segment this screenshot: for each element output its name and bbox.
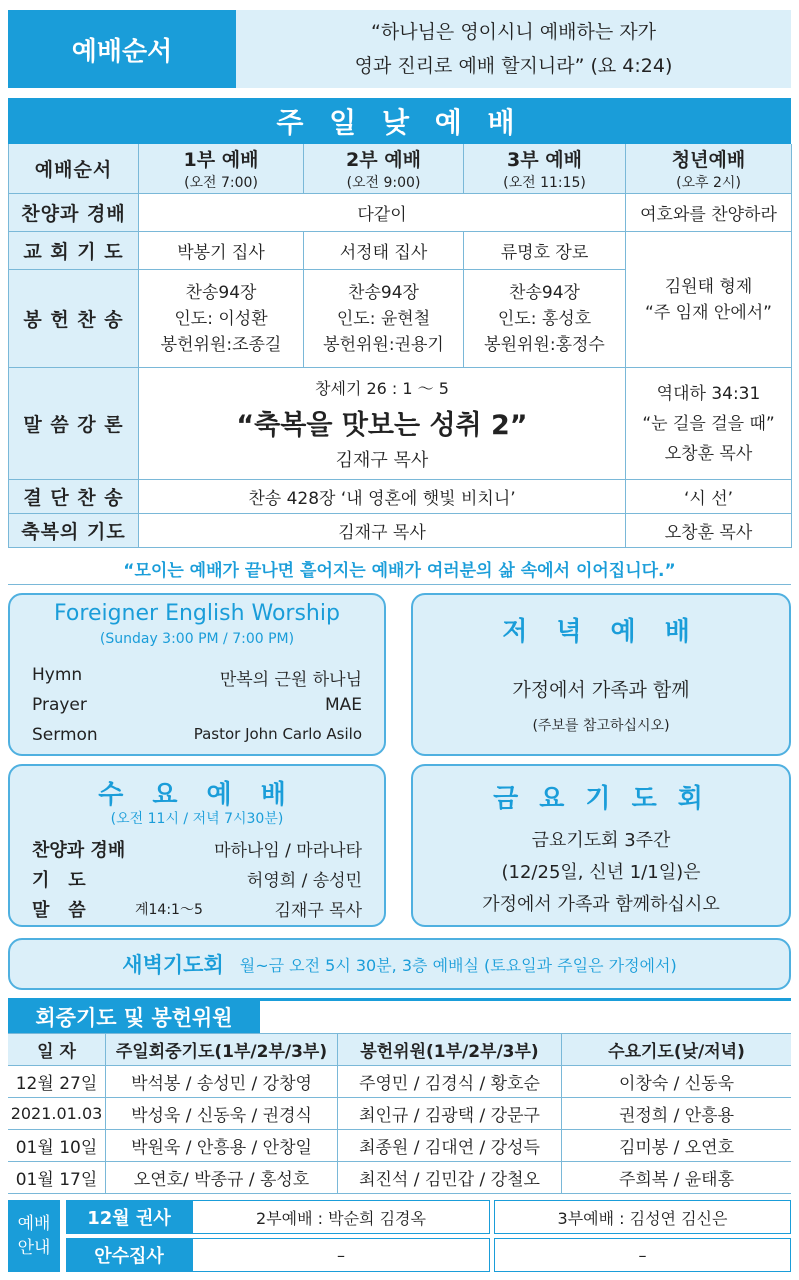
english-hymn-value: 만복의 근원 하나님 — [219, 670, 362, 690]
table-row-wednesday: 권정희 / 안흥용 — [562, 1098, 791, 1130]
english-hymn-label: Hymn — [32, 665, 83, 685]
blessing-youth: 오창훈 목사 — [626, 514, 792, 548]
table-row-wednesday: 김미봉 / 오연호 — [562, 1130, 791, 1162]
friday-line-2: (12/25일, 신년 1/1일)은 — [501, 862, 701, 883]
prayer-2: 서정태 집사 — [304, 232, 464, 270]
table-row-wednesday: 이창숙 / 신동욱 — [562, 1066, 791, 1098]
dawn-prayer-title: 새벽기도회 — [122, 953, 224, 977]
guide-row-label-1: 12월 권사 — [66, 1200, 192, 1234]
table-row-offering: 최인규 / 김광택 / 강문구 — [338, 1098, 562, 1130]
guide-row-2-service-3: – — [494, 1238, 791, 1272]
table-row-prayer: 오연호/ 박종규 / 홍성호 — [106, 1162, 338, 1194]
english-sermon-value: Pastor John Carlo Asilo — [193, 725, 362, 743]
wednesday-prayer-label: 기 도 — [32, 870, 86, 891]
sermon-reference: 창세기 26 : 1 ～ 5 — [315, 378, 449, 398]
roster-header-offering: 봉헌위원(1부/2부/3부) — [338, 1034, 562, 1066]
table-row-prayer: 박성욱 / 신동욱 / 권경식 — [106, 1098, 338, 1130]
english-worship-box — [8, 593, 386, 756]
youth-special-song: 김원태 형제 “주 임재 안에서” — [626, 232, 792, 368]
guide-row-2-service-2: – — [192, 1238, 490, 1272]
english-prayer-value: MAE — [324, 695, 362, 715]
roster-header-wednesday: 수요기도(낮/저녁) — [562, 1034, 791, 1066]
table-row-offering: 최종원 / 김대연 / 강성득 — [338, 1130, 562, 1162]
wednesday-praise-label: 찬양과 경배 — [32, 840, 126, 861]
hymn-main: 찬송 428장 ‘내 영혼에 햇빛 비치니’ — [139, 480, 626, 514]
table-row-date: 12월 27일 — [8, 1066, 106, 1098]
friday-prayer-title: 금 요 기 도 회 — [493, 784, 709, 814]
prayer-1: 박봉기 집사 — [139, 232, 304, 270]
english-worship-time: (Sunday 3:00 PM / 7:00 PM) — [99, 631, 295, 647]
guide-row-1-service-3: 3부예배 : 김성연 김신은 — [494, 1200, 791, 1234]
row-label-offering: 봉 헌 찬 송 — [9, 270, 139, 368]
friday-prayer-box — [411, 764, 791, 927]
wednesday-sermon-ref: 계14:1～5 — [135, 902, 203, 918]
dawn-prayer-bar — [8, 938, 791, 990]
table-row-date: 01월 17일 — [8, 1162, 106, 1194]
table-row-date: 2021.01.03 — [8, 1098, 106, 1130]
row-label-prayer: 교 회 기 도 — [9, 232, 139, 270]
wednesday-service-time: (오전 11시 / 저녁 7시30분) — [110, 811, 284, 827]
row-label-blessing: 축복의 기도 — [9, 514, 139, 548]
sermon-title: “축복을 맛보는 성취 2” — [236, 409, 528, 441]
table-row-date: 01월 10일 — [8, 1130, 106, 1162]
col-header-service-3: 3부 예배 (오전 11:15) — [464, 144, 626, 194]
wednesday-sermon-label: 말 씀 — [32, 900, 86, 921]
sunday-service-table — [8, 144, 792, 548]
dawn-prayer-desc: 월~금 오전 5시 30분, 3층 예배실 (토요일과 주일은 가정에서) — [239, 955, 677, 975]
offering-3: 찬송94장 인도: 홍성호 봉원위원:홍정수 — [464, 270, 626, 368]
row-label-praise: 찬양과 경배 — [9, 194, 139, 232]
english-worship-title: Foreigner English Worship — [54, 601, 340, 626]
wednesday-praise-value: 마하나임 / 마라나타 — [214, 841, 362, 861]
sermon-youth: 역대하 34:31 “눈 길을 걸을 때” 오창훈 목사 — [626, 368, 792, 480]
wednesday-service-box — [8, 764, 386, 927]
prayer-3: 류명호 장로 — [464, 232, 626, 270]
roster-header-date: 일 자 — [8, 1034, 106, 1066]
table-row-prayer: 박원욱 / 안흥용 / 안창일 — [106, 1130, 338, 1162]
english-prayer-label: Prayer — [32, 695, 87, 715]
friday-line-1: 금요기도회 3주간 — [531, 830, 671, 851]
motto: “모이는 예배가 끝나면 흩어지는 예배가 여러분의 삶 속에서 이어집니다.” — [8, 553, 791, 585]
sunday-service-title: 주 일 낮 예 배 — [8, 98, 791, 144]
quote-line-2: 영과 진리로 예배 할지니라” (요 4:24) — [354, 55, 673, 77]
row-label-sermon: 말 씀 강 론 — [9, 368, 139, 480]
row-label-hymn: 결 단 찬 송 — [9, 480, 139, 514]
evening-service-title: 저 녁 예 배 — [502, 617, 700, 647]
blessing-main: 김재구 목사 — [139, 514, 626, 548]
praise-main: 다같이 — [139, 194, 626, 232]
wednesday-service-title: 수 요 예 배 — [98, 780, 296, 810]
evening-service-note: (주보를 참고하십시오) — [532, 718, 670, 734]
wednesday-sermon-value: 김재구 목사 — [274, 901, 362, 921]
table-row-offering: 최진석 / 김민갑 / 강철오 — [338, 1162, 562, 1194]
roster-header-prayer: 주일회중기도(1부/2부/3부) — [106, 1034, 338, 1066]
col-header-youth: 청년예배 (오후 2시) — [626, 144, 792, 194]
hymn-youth: ‘시 선’ — [626, 480, 792, 514]
guide-row-1-service-2: 2부예배 : 박순희 김경옥 — [192, 1200, 490, 1234]
table-row-offering: 주영민 / 김경식 / 황호순 — [338, 1066, 562, 1098]
table-row-prayer: 박석봉 / 송성민 / 강창영 — [106, 1066, 338, 1098]
order-of-worship-title: 예배순서 — [8, 10, 236, 88]
roster-table — [8, 1033, 791, 1193]
scripture-quote — [236, 10, 791, 88]
evening-service-box — [411, 593, 791, 756]
col-header-service-2: 2부 예배 (오전 9:00) — [304, 144, 464, 194]
sermon-main — [139, 368, 626, 480]
english-sermon-label: Sermon — [32, 725, 98, 745]
wednesday-prayer-value: 허영희 / 송성민 — [246, 871, 362, 891]
offering-1: 찬송94장 인도: 이성환 봉헌위원:조종길 — [139, 270, 304, 368]
evening-service-line: 가정에서 가족과 함께 — [512, 679, 690, 701]
offering-2: 찬송94장 인도: 윤현철 봉헌위원:권용기 — [304, 270, 464, 368]
friday-line-3: 가정에서 가족과 함께하십시오 — [482, 894, 720, 915]
col-header-order: 예배순서 — [9, 144, 139, 194]
praise-youth: 여호와를 찬양하라 — [626, 194, 792, 232]
table-row-wednesday: 주희복 / 윤태홍 — [562, 1162, 791, 1194]
quote-line-1: “하나님은 영이시니 예배하는 자가 — [371, 21, 656, 43]
guide-row-label-2: 안수집사 — [66, 1238, 192, 1272]
col-header-service-1: 1부 예배 (오전 7:00) — [139, 144, 304, 194]
guide-label: 예배 안내 — [8, 1200, 60, 1272]
roster-title: 회중기도 및 봉헌위원 — [8, 1001, 260, 1033]
guide-table — [8, 1200, 791, 1272]
sermon-preacher: 김재구 목사 — [335, 449, 429, 471]
